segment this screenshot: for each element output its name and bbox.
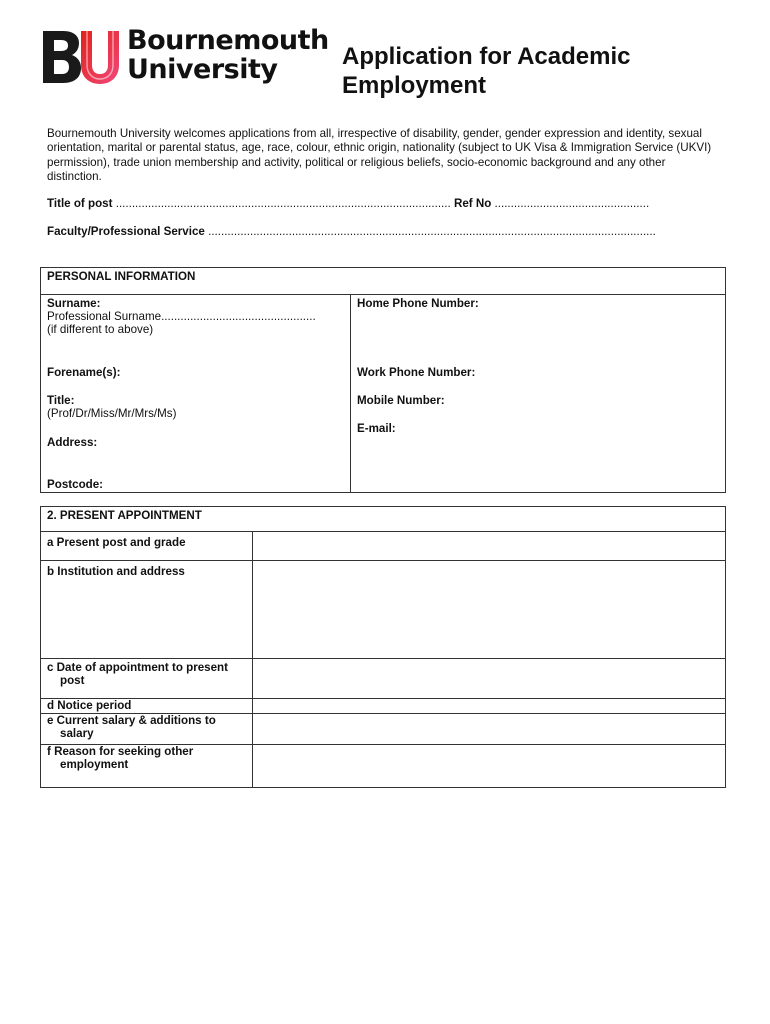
if-different-note: (if different to above) <box>47 323 154 336</box>
date-of-appointment-label: c Date of appointment to present post <box>41 659 253 699</box>
page-title <box>342 42 702 100</box>
present-appointment-heading: 2. PRESENT APPOINTMENT <box>41 507 726 532</box>
ref-no-field[interactable]: ................................................ <box>494 197 650 210</box>
surname-label: Surname: <box>47 297 101 310</box>
university-logo <box>41 25 329 85</box>
logo-line-2: University <box>127 54 278 85</box>
current-salary-label: e Current salary & additions to salary <box>41 714 253 745</box>
reason-field[interactable] <box>253 745 726 788</box>
present-post-label: a Present post and grade <box>41 532 253 561</box>
notice-period-label: d Notice period <box>41 699 253 714</box>
forenames-label: Forename(s): <box>47 366 121 379</box>
mobile-label: Mobile Number: <box>357 394 445 407</box>
logo-text <box>127 26 329 84</box>
faculty-label: Faculty/Professional Service <box>47 225 205 238</box>
title-line-2: Employment <box>342 72 487 99</box>
email-label: E-mail: <box>357 422 396 435</box>
institution-label: b Institution and address <box>41 561 253 659</box>
postcode-label: Postcode: <box>47 478 104 491</box>
title-line-1: Application for Academic <box>342 43 631 70</box>
title-options: (Prof/Dr/Miss/Mr/Mrs/Ms) <box>47 407 177 420</box>
personal-right-cell <box>351 295 726 493</box>
personal-left-cell <box>41 295 351 493</box>
personal-information-table <box>40 267 726 493</box>
home-phone-label: Home Phone Number: <box>357 297 479 310</box>
title-of-post-label: Title of post <box>47 197 113 210</box>
present-appointment-table <box>40 506 726 788</box>
bu-logo-mark-icon <box>41 29 121 85</box>
reason-label: f Reason for seeking other employment <box>41 745 253 788</box>
personal-information-heading: PERSONAL INFORMATION <box>41 268 726 295</box>
date-of-appointment-field[interactable] <box>253 659 726 699</box>
title-label: Title: <box>47 394 75 407</box>
work-phone-label: Work Phone Number: <box>357 366 476 379</box>
ref-no-label: Ref No <box>453 197 492 210</box>
professional-surname-row <box>47 310 347 323</box>
present-post-field[interactable] <box>253 532 726 561</box>
logo-line-1: Bournemouth <box>127 25 329 56</box>
institution-field[interactable] <box>253 561 726 659</box>
faculty-field[interactable]: ........................................................................................................................................... <box>208 225 656 238</box>
title-of-post-field[interactable]: ........................................................................................................ <box>115 197 451 210</box>
faculty-line <box>47 225 656 238</box>
intro-paragraph: Bournemouth University welcomes applications from all, irrespective of disability, gender, gender expression and identity, sexual orientation, marital or parental status, age, race, colour, ethnic origin, nationality (subject to UK Visa & Immigration Service (UKVI) permission), trade union membership and activity, political or religious beliefs, socio-economic background and any other distinction. <box>47 127 712 184</box>
address-label: Address: <box>47 436 98 449</box>
notice-period-field[interactable] <box>253 699 726 714</box>
professional-surname-field[interactable]: ................................................ <box>161 310 316 323</box>
professional-surname-label: Professional Surname <box>47 310 162 323</box>
current-salary-field[interactable] <box>253 714 726 745</box>
title-of-post-line <box>47 197 649 210</box>
